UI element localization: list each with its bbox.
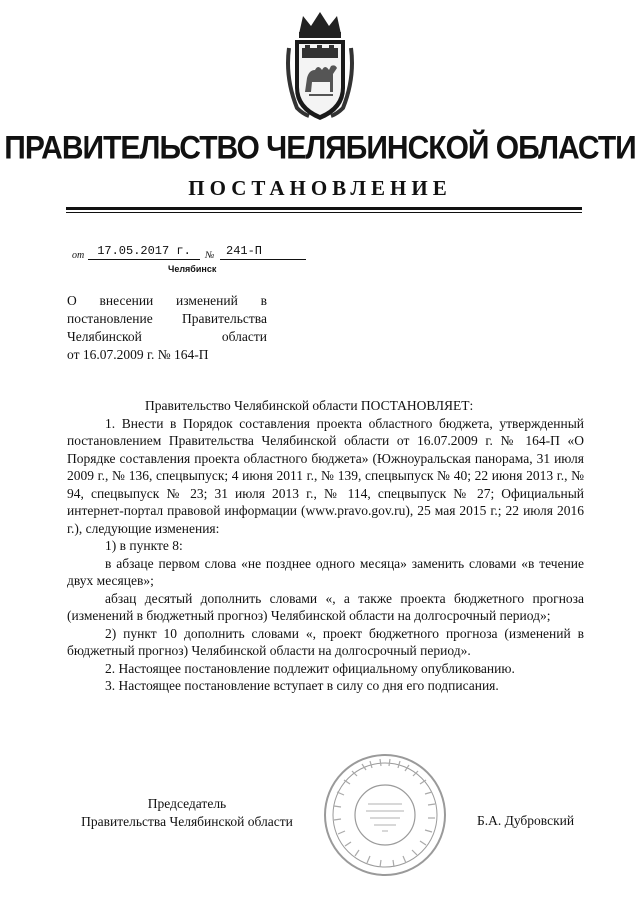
body-paragraph: 1. Внести в Порядок составления проекта областного бюджета, утвержденный постановлением Правительства Челябинской области от 16.07.2009 г. № 164-П «О Порядке составления проекта областного бюджета» (Южноуральская панорама, 31 июля 2009 г., № 136, спецвыпуск; 4 июня 2011 г., № 139, спецвыпуск № 40; 22 июня 2013 г., № 94, спецвыпуск № 23; 31 июля 2013 г., № 114, спецвыпуск № 27; Официальный интернет-портал правовой информации (www.pravo.gov.ru), 25 мая 2015 г.; 22 июля 2016 г.), следующие изменения: bbox=[67, 415, 584, 536]
signatory-title-line: Правительства Челябинской области bbox=[81, 814, 293, 829]
subject-line: постановление Правительства bbox=[67, 311, 267, 326]
body-paragraph: 2) пункт 10 дополнить словами «, проект бюджетного прогноза (изменений в бюджетный прогноз) Челябинской области на долгосрочный период». bbox=[67, 625, 584, 658]
header-rule-thick bbox=[66, 207, 582, 210]
body-intro: Правительство Челябинской области ПОСТАНОВЛЯЕТ: bbox=[145, 398, 474, 413]
government-title: ПРАВИТЕЛЬСТВО ЧЕЛЯБИНСКОЙ ОБЛАСТИ bbox=[4, 130, 636, 167]
subject-line: О внесении изменений в bbox=[67, 293, 267, 308]
signatory-title-line: Председатель bbox=[147, 796, 227, 811]
document-body bbox=[67, 397, 584, 695]
header-rule-thin bbox=[66, 212, 582, 213]
subject-line: от 16.07.2009 г. № 164-П bbox=[67, 347, 209, 362]
body-paragraph: 3. Настоящее постановление вступает в силу со дня его подписания. bbox=[105, 678, 499, 693]
official-stamp-icon bbox=[322, 752, 448, 878]
chelyabinsk-coat-of-arms-icon bbox=[285, 8, 355, 126]
body-paragraph: 2. Настоящее постановление подлежит официальному опубликованию. bbox=[105, 660, 515, 676]
signatory-name: Б.А. Дубровский bbox=[477, 813, 575, 828]
document-date: 17.05.2017 г. bbox=[88, 244, 200, 260]
subject-line: Челябинской области bbox=[67, 329, 267, 344]
number-prefix: № bbox=[205, 250, 215, 261]
document-city: Челябинск bbox=[168, 264, 217, 274]
body-paragraph: абзац десятый дополнить словами «, а также проекта бюджетного прогноза (изменений в бюджетный прогноз) Челябинской области на долгосрочный период»; bbox=[67, 590, 584, 623]
signatory-title bbox=[67, 795, 307, 831]
body-paragraph: 1) в пункте 8: bbox=[105, 538, 183, 553]
date-prefix: от bbox=[72, 250, 85, 261]
document-subject bbox=[67, 292, 267, 364]
document-type: ПОСТАНОВЛЕНИЕ bbox=[188, 176, 452, 200]
body-paragraph: в абзаце первом слова «не позднее одного месяца» заменить словами «в течение двух месяцев»; bbox=[67, 555, 584, 588]
document-number: 241-П bbox=[220, 244, 306, 260]
